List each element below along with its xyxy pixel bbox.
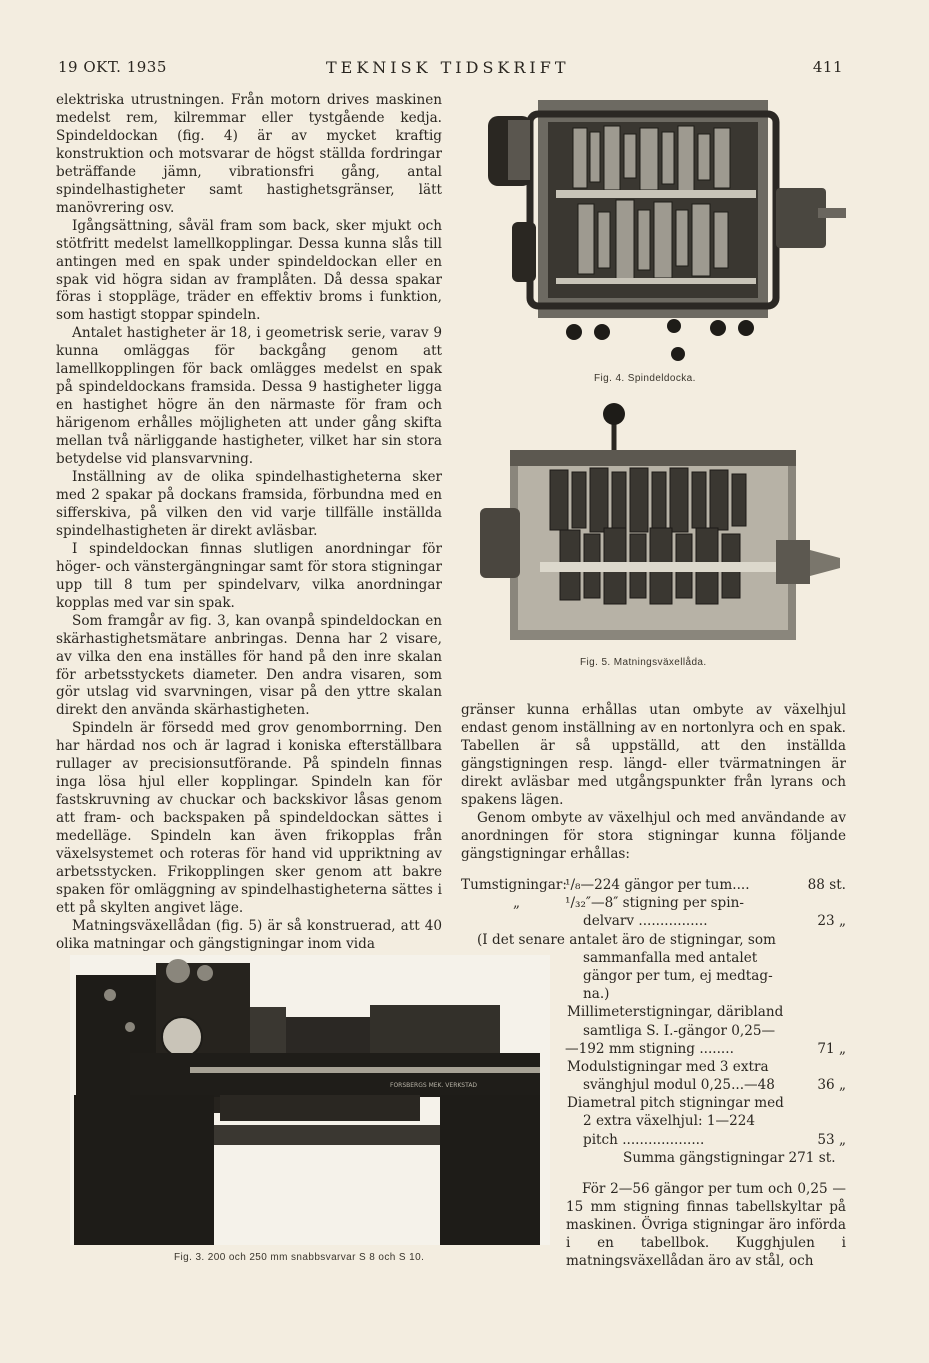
table-count: 36 „ [817, 1077, 846, 1094]
table-note: (I det senare antalet äro de stigningar, som [477, 931, 776, 948]
table-note: sammanfalla med antalet [583, 949, 758, 966]
paragraph: Inställning av de olika spindelhastigheterna sker med 2 spakar på dockans framsida, förbundna med en sifferskiva, på vilken den vid varje tillfälle inställda spindelhastigheten är direkt avläsbar. [56, 469, 442, 539]
paragraph: gränser kunna erhållas utan ombyte av växelhjul endast genom inställning av en nortonlyra och en spak. Tabellen är så uppställd, att den inställda gängstigningen resp. längd- eller tvärmatningen är direkt avläsbar med utgångspunkter från lyrans och spakens lägen. [461, 702, 846, 808]
fig5-caption: Fig. 5. Matningsväxellåda. [580, 657, 707, 668]
paragraph: För 2—56 gängor per tum och 0,25 —15 mm stigning finnas tabellskyltar på maskinen. Övriga stigningar äro införda i en tabellbok. Kugghjulen i matningsväxellådan äro av stål, och [566, 1181, 846, 1269]
table-note: na.) [583, 986, 610, 1003]
table-text: Modulstigningar med 3 extra [567, 1058, 769, 1075]
table-count: 71 „ [817, 1040, 846, 1057]
table-count: 23 „ [817, 913, 846, 930]
table-note: gängor per tum, ej medtag- [583, 967, 773, 984]
paragraph: Antalet hastigheter är 18, i geometrisk serie, varav 9 kunna omläggas för backgång genom att lamellkopplingen för back omlägges medelst en spak på spindeldockans framsida. Dessa 9 hastigheter ligga en hastighet högre än den närmaste för fram och härigenom erhålles möjligheten att under gång skifta mellan två närliggande hastigheter, vilket har sin stora betydelse vid plansvarvning. [56, 325, 442, 468]
table-text: ¹/₃₂″—8″ stigning per spin- [565, 895, 744, 912]
header-date: 19 OKT. 1935 [58, 58, 167, 76]
table-text: Diametral pitch stigningar med [567, 1095, 784, 1112]
table-text: 2 extra växelhjul: 1—224 [583, 1113, 756, 1130]
table-text: delvarv ................ [583, 913, 708, 930]
page-number: 411 [812, 58, 843, 76]
left-column [56, 92, 442, 954]
table-row [461, 894, 846, 912]
fig4-caption: Fig. 4. Spindeldocka. [594, 373, 696, 384]
fig3-lathe-photo [70, 955, 550, 1245]
fig4-headstock-photo [478, 92, 850, 364]
table-text: Millimeterstigningar, däribland [567, 1004, 784, 1021]
paragraph: Matningsväxellådan (fig. 5) är så konstruerad, att 40 olika matningar och gängstigningar inom vida [56, 917, 442, 952]
table-sum: Summa gängstigningar 271 st. [623, 1149, 836, 1166]
right-column [461, 702, 846, 864]
table-text: —192 mm stigning ........ [565, 1040, 734, 1057]
table-row [461, 876, 846, 894]
journal-title: TEKNISK TIDSKRIFT [326, 58, 570, 77]
paragraph: Genom ombyte av växelhjul och med användande av anordningen för stora stigningar kunna följande gängstigningar erhållas: [461, 809, 846, 862]
table-count: 53 „ [817, 1131, 846, 1148]
table-text: svänghjul modul 0,25...—48 [583, 1077, 775, 1094]
fig5-gearbox-photo [480, 400, 852, 650]
table-text: ¹/₈—224 gängor per tum.... [565, 877, 750, 893]
table-count: 88 st. [807, 877, 846, 893]
table-text: pitch ................... [583, 1131, 705, 1148]
paragraph: I spindeldockan finnas slutligen anordningar för höger- och vänstergängningar samt för stora stigningar upp till 8 tum per spindelvarv, vilka anordningar kopplas med var sin spak. [56, 540, 442, 611]
table-row [461, 931, 846, 949]
fig3-caption: Fig. 3. 200 och 250 mm snabbsvarvar S 8 och S 10. [174, 1252, 425, 1263]
ditto-mark: „ [513, 895, 521, 912]
after-table-text [566, 1180, 846, 1270]
paragraph: Spindeln är försedd med grov genomborrning. Den har härdad nos och är lagrad i koniska efterställbara rullager av precisionsutförande. På spindeln finnas inga lösa hjul eller kopplingar. Spindeln kan för fastskruvning av chuckar och backskivor låsas genom att fram- och backspaken på spindeldockan sättes i medelläge. Spindeln kan även frikopplas från växelsystemet och roteras för hand vid uppriktning av arbetsstycken. Frikopplingen sker genom att bakre spaken för omläggning av spindelhastigheterna sättes i ett på skylten angivet läge. [56, 720, 442, 916]
paragraph: Igångsättning, såväl fram som back, sker mjukt och stötfritt medelst lamellkopplingar. Dessa kunna slås till antingen med en spak under spindeldockan eller en spak vid högra sidan av framplåten. Då dessa spakar föras i stoppläge, träder en effektiv broms i funktion, som hastigt stoppar spindeln. [56, 217, 442, 324]
paragraph: Som framgår av fig. 3, kan ovanpå spindeldockan en skärhastighetsmätare anbringas. Denna har 2 visare, av vilka den ena inställes för hand på den inre skalan för arbetsstyckets diameter. Den andra visaren, som gör utslag vid svarvningen, visar på den yttre skalan direkt den använda skärhastigheten. [56, 612, 442, 719]
paragraph: elektriska utrustningen. Från motorn drives maskinen medelst rem, kilremmar eller tystgående kedja. Spindeldockan (fig. 4) är av mycket kraftig konstruktion och motsvarar de högst ställda fordringar beträffande jämn, vibrationsfri gång, antal spindelhastigheter samt hastighetsgränser, lätt manövrering osv. [56, 92, 442, 216]
table-label: Tumstigningar: [461, 877, 567, 893]
table-row [461, 912, 846, 930]
lathe-plate-text: FORSBERGS MEK. VERKSTAD [390, 1082, 478, 1089]
table-text: samtliga S. I.-gängor 0,25— [583, 1022, 776, 1039]
